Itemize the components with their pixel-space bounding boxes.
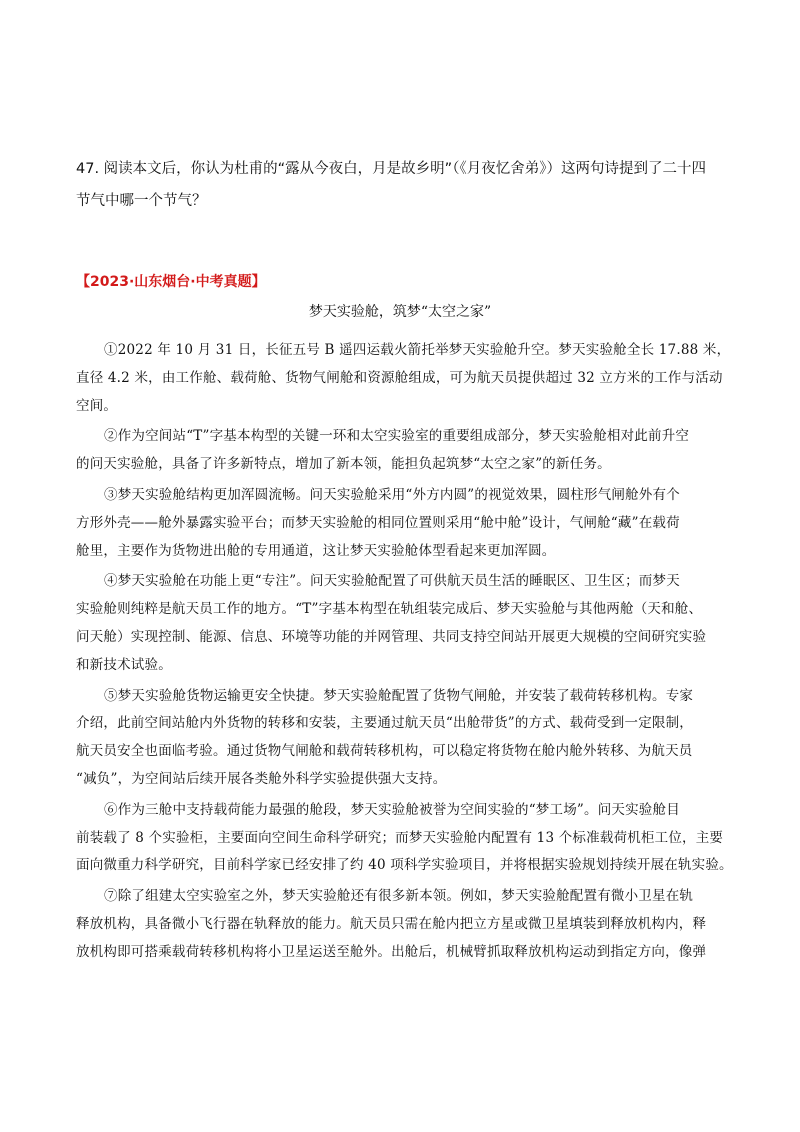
- paragraph-line: ①2022 年 10 月 31 日，长征五号 B 遥四运载火箭托举梦天实验舱升空。梦天实验舱全长 17.88 米，: [104, 342, 731, 358]
- paragraph-3: [76, 482, 736, 565]
- paragraph-line: ④梦天实验舱在功能上更“专注”。问天实验舱配置了可供航天员生活的睡眠区、卫生区；而梦天: [104, 573, 680, 590]
- question-line-1: 47. 阅读本文后，你认为杜甫的“露从今夜白，月是故乡明”（《月夜忆舍弟》）这两句诗提到了二十四: [76, 161, 706, 177]
- paragraph-5: [76, 683, 736, 794]
- paragraph-line: 放机构即可搭乘载荷转移机构将小卫星运送至舱外。出舱后，机械臂抓取释放机构运动到指定方向，像弹: [76, 943, 707, 960]
- paragraph-6: [76, 797, 736, 880]
- question-line-2: 节气中哪一个节气？: [76, 193, 207, 209]
- paragraph-line: ⑤梦天实验舱货物运输更安全快捷。梦天实验舱配置了货物气闸舱，并安装了载荷转移机构。专家: [104, 687, 694, 704]
- article-title: 梦天实验舱，筑梦“太空之家”: [308, 304, 492, 320]
- article-body: [76, 337, 736, 970]
- paragraph-line: ②作为空间站“T”字基本构型的关键一环和太空实验室的重要组成部分，梦天实验舱相对此前升空: [104, 428, 690, 445]
- paragraph-line: 航天员安全也面临考验。通过货物气闸舱和载荷转移机构，可以稳定将货物在舱内舱外转移、为航天员: [76, 743, 693, 760]
- paragraph-line: 释放机构，具备微小飞行器在轨释放的能力。航天员只需在舱内把立方星或微卫星填装到释放机构内，释: [76, 915, 707, 932]
- source-label: 【2023·山东烟台·中考真题】: [76, 274, 266, 290]
- paragraph-line: 舱里，主要作为货物进出舱的专用通道，这让梦天实验舱体型看起来更加浑圆。: [76, 542, 556, 559]
- paragraph-line: “减负”，为空间站后续开展各类舱外科学实验提供强大支持。: [76, 770, 447, 787]
- paragraph-4: [76, 568, 736, 679]
- paragraph-1: [76, 337, 736, 420]
- paragraph-line: 前装载了 8 个实验柜，主要面向空间生命科学研究；而梦天实验舱内配置有 13 个标准载荷机柜工位，主要: [76, 829, 724, 846]
- paragraph-line: 和新技术试验。: [76, 656, 172, 673]
- paragraph-line: 的问天实验舱，具备了许多新特点，增加了新本领，能担负起筑梦“太空之家”的新任务。: [76, 456, 611, 473]
- paragraph-line: 空间。: [76, 397, 118, 414]
- paragraph-7: [76, 883, 736, 966]
- paragraph-line: ③梦天实验舱结构更加浑圆流畅。问天实验舱采用“外方内圆”的视觉效果，圆柱形气闸舱外有个: [104, 486, 680, 503]
- paragraph-line: ⑥作为三舱中支持载荷能力最强的舱段，梦天实验舱被誉为空间实验的“梦工场”。问天实验舱目: [104, 801, 680, 818]
- paragraph-line: 问天舱）实现控制、能源、信息、环境等功能的并网管理、共同支持空间站开展更大规模的空间研究实验: [76, 628, 707, 645]
- paragraph-line: ⑦除了组建太空实验室之外，梦天实验舱还有很多新本领。例如，梦天实验舱配置有微小卫星在轨: [104, 888, 694, 905]
- paragraph-2: [76, 423, 736, 479]
- paragraph-line: 面向微重力科学研究，目前科学家已经安排了约 40 项科学实验项目，并将根据实验规划持续开展在轨实验。: [76, 857, 733, 874]
- paragraph-line: 方形外壳——舱外暴露实验平台；而梦天实验舱的相同位置则采用“舱中舱”设计，气闸舱“藏”在载荷: [76, 514, 680, 531]
- paragraph-line: 介绍，此前空间站舱内外货物的转移和安装，主要通过航天员“出舱带货”的方式、载荷受到一定限制，: [76, 715, 694, 732]
- paragraph-line: 直径 4.2 米，由工作舱、载荷舱、货物气闸舱和资源舱组成，可为航天员提供超过 32 立方米的工作与活动: [76, 369, 723, 386]
- paragraph-line: 实验舱则纯粹是航天员工作的地方。“T”字基本构型在轨组装完成后、梦天实验舱与其他两舱（天和舱、: [76, 601, 703, 618]
